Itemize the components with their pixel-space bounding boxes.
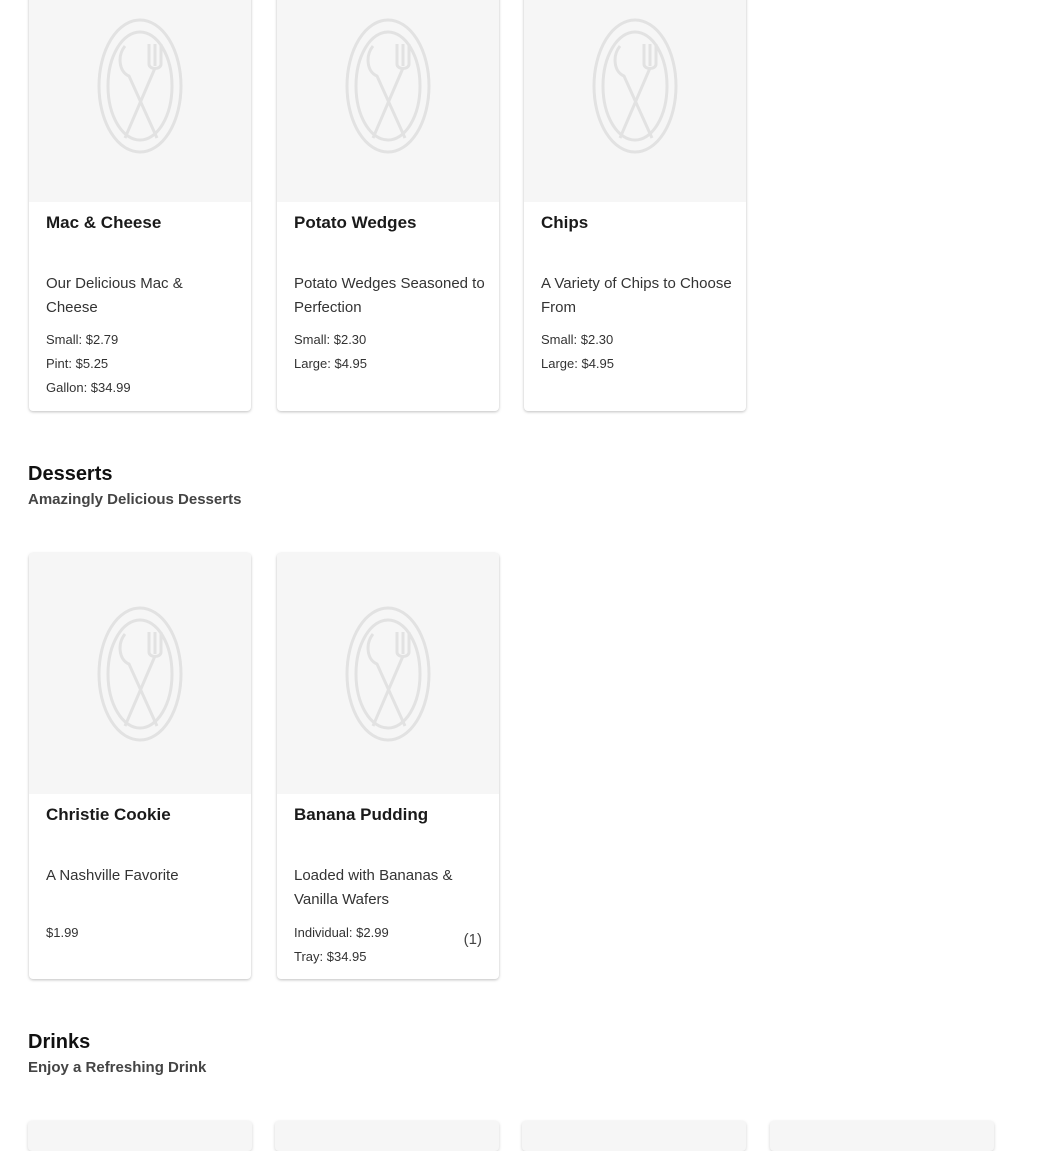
- price-option: Pint: $5.25: [46, 356, 109, 371]
- menu-item-card[interactable]: [28, 1121, 252, 1151]
- item-prices: [46, 921, 79, 945]
- item-count-badge: (1): [463, 931, 482, 948]
- item-description: Potato Wedges Seasoned to Perfection: [294, 275, 485, 316]
- item-description: A Nashville Favorite: [46, 867, 179, 884]
- menu-item-card[interactable]: [29, 553, 251, 979]
- section-subtitle-desserts: Amazingly Delicious Desserts: [28, 491, 242, 508]
- menu-item-card[interactable]: [770, 1121, 994, 1151]
- menu-item-card[interactable]: [277, 0, 499, 411]
- item-name: Chips: [541, 213, 589, 232]
- item-description: A Variety of Chips to Choose From: [541, 275, 732, 316]
- item-image-placeholder: [277, 0, 499, 202]
- item-description: Loaded with Bananas & Vanilla Wafers: [294, 867, 453, 908]
- item-image-placeholder: [29, 553, 251, 794]
- section-subtitle-drinks: Enjoy a Refreshing Drink: [28, 1059, 207, 1076]
- item-name: Potato Wedges: [294, 213, 417, 232]
- menu-item-card[interactable]: [275, 1121, 499, 1151]
- item-description: Our Delicious Mac & Cheese: [46, 275, 183, 316]
- plate-utensils-icon: [345, 606, 431, 742]
- section-title-desserts: Desserts: [28, 463, 113, 485]
- item-image-placeholder: [524, 0, 746, 202]
- price-option: $1.99: [46, 925, 79, 940]
- price-option: Large: $4.95: [541, 356, 615, 371]
- plate-utensils-icon: [345, 18, 431, 154]
- plate-utensils-icon: [97, 606, 183, 742]
- item-name: Christie Cookie: [46, 805, 171, 824]
- item-prices: [541, 328, 614, 376]
- menu-item-card[interactable]: [277, 553, 499, 979]
- menu-item-card[interactable]: [522, 1121, 746, 1151]
- item-image-placeholder: [277, 553, 499, 794]
- menu-item-card[interactable]: [29, 0, 251, 411]
- item-prices: [294, 921, 389, 969]
- plate-utensils-icon: [97, 18, 183, 154]
- price-option: Small: $2.30: [541, 332, 614, 347]
- item-name: Mac & Cheese: [46, 213, 162, 232]
- price-option: Gallon: $34.99: [46, 380, 131, 395]
- price-option: Small: $2.79: [46, 332, 119, 347]
- item-prices: [294, 328, 367, 376]
- price-option: Individual: $2.99: [294, 925, 389, 940]
- price-option: Small: $2.30: [294, 332, 367, 347]
- item-name: Banana Pudding: [294, 805, 429, 824]
- item-image-placeholder: [29, 0, 251, 202]
- menu-item-card[interactable]: [524, 0, 746, 411]
- section-title-drinks: Drinks: [28, 1031, 91, 1053]
- item-prices: [46, 328, 131, 400]
- price-option: Tray: $34.95: [294, 949, 367, 964]
- price-option: Large: $4.95: [294, 356, 368, 371]
- plate-utensils-icon: [592, 18, 678, 154]
